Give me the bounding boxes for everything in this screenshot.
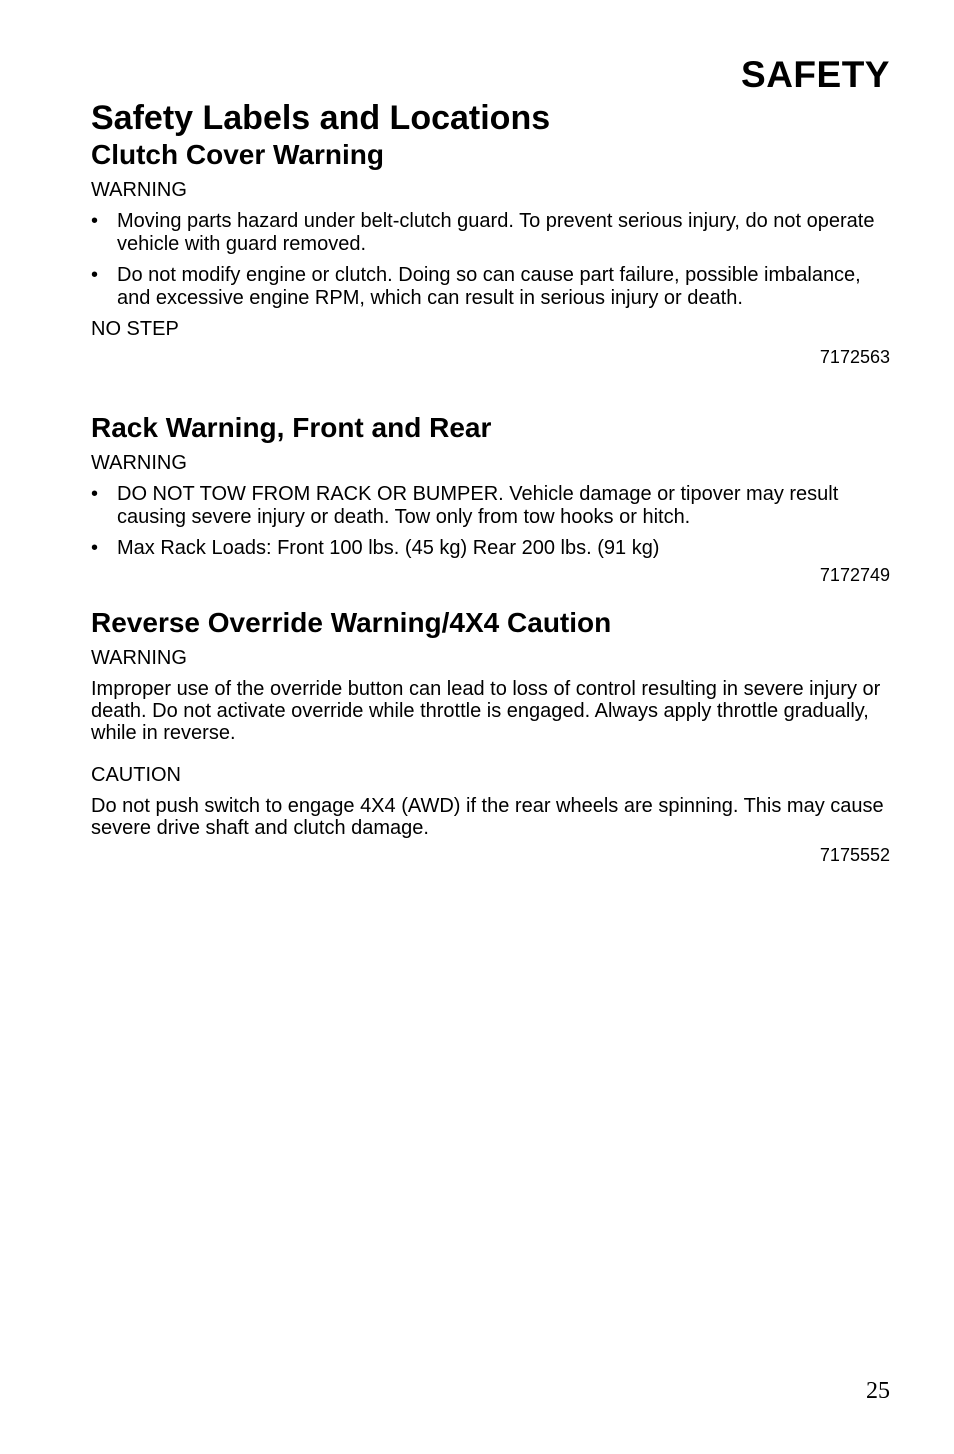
- section-clutch-cover-warning: [91, 139, 890, 367]
- label-type-warning: WARNING: [91, 647, 187, 669]
- part-number: 7172563: [819, 347, 890, 367]
- bullet-text: DO NOT TOW FROM RACK OR BUMPER. Vehicle damage or tipover may result causing severe injury or death. Tow only from tow hooks or hitch.: [117, 483, 839, 528]
- label-type-warning: WARNING: [91, 179, 187, 201]
- bullet-text: Max Rack Loads: Front 100 lbs. (45 kg) Rear 200 lbs. (91 kg): [117, 537, 660, 559]
- warning-text: Improper use of the override button can lead to loss of control resulting in severe injury or death. Do not activate override while throttle is engaged. Always apply throttle gradually, while in reverse.: [91, 678, 881, 744]
- section-reverse-override-warning: [91, 607, 890, 865]
- section-rack-warning: [91, 412, 890, 585]
- section-heading: Reverse Override Warning/4X4 Caution: [91, 607, 612, 638]
- label-type-no-step: NO STEP: [91, 318, 179, 340]
- page-number: 25: [866, 1378, 890, 1404]
- bullet-text: Moving parts hazard under belt-clutch guard. To prevent serious injury, do not operate vehicle with guard removed.: [117, 210, 875, 255]
- bullet-icon: •: [91, 537, 99, 559]
- page-title: Safety Labels and Locations: [91, 99, 551, 137]
- bullet-list: [91, 483, 890, 560]
- bullet-text: Do not modify engine or clutch. Doing so can cause part failure, possible imbalance, and excessive engine RPM, which can result in serious injury or death.: [117, 264, 861, 309]
- bullet-list: [91, 210, 890, 310]
- section-heading: Rack Warning, Front and Rear: [91, 412, 492, 443]
- label-type-caution: CAUTION: [91, 764, 181, 786]
- label-type-warning: WARNING: [91, 452, 187, 474]
- list-item: [91, 210, 890, 256]
- bullet-icon: •: [91, 210, 99, 232]
- list-item: [91, 483, 890, 529]
- section-heading: Clutch Cover Warning: [91, 139, 384, 170]
- list-item: [91, 537, 890, 560]
- list-item: [91, 264, 890, 310]
- caution-text: Do not push switch to engage 4X4 (AWD) if the rear wheels are spinning. This may cause severe drive shaft and clutch damage.: [91, 795, 884, 839]
- part-number: 7175552: [819, 845, 890, 865]
- bullet-icon: •: [91, 264, 99, 286]
- bullet-icon: •: [91, 483, 99, 505]
- part-number: 7172749: [819, 565, 890, 585]
- chapter-title: SAFETY: [741, 54, 890, 95]
